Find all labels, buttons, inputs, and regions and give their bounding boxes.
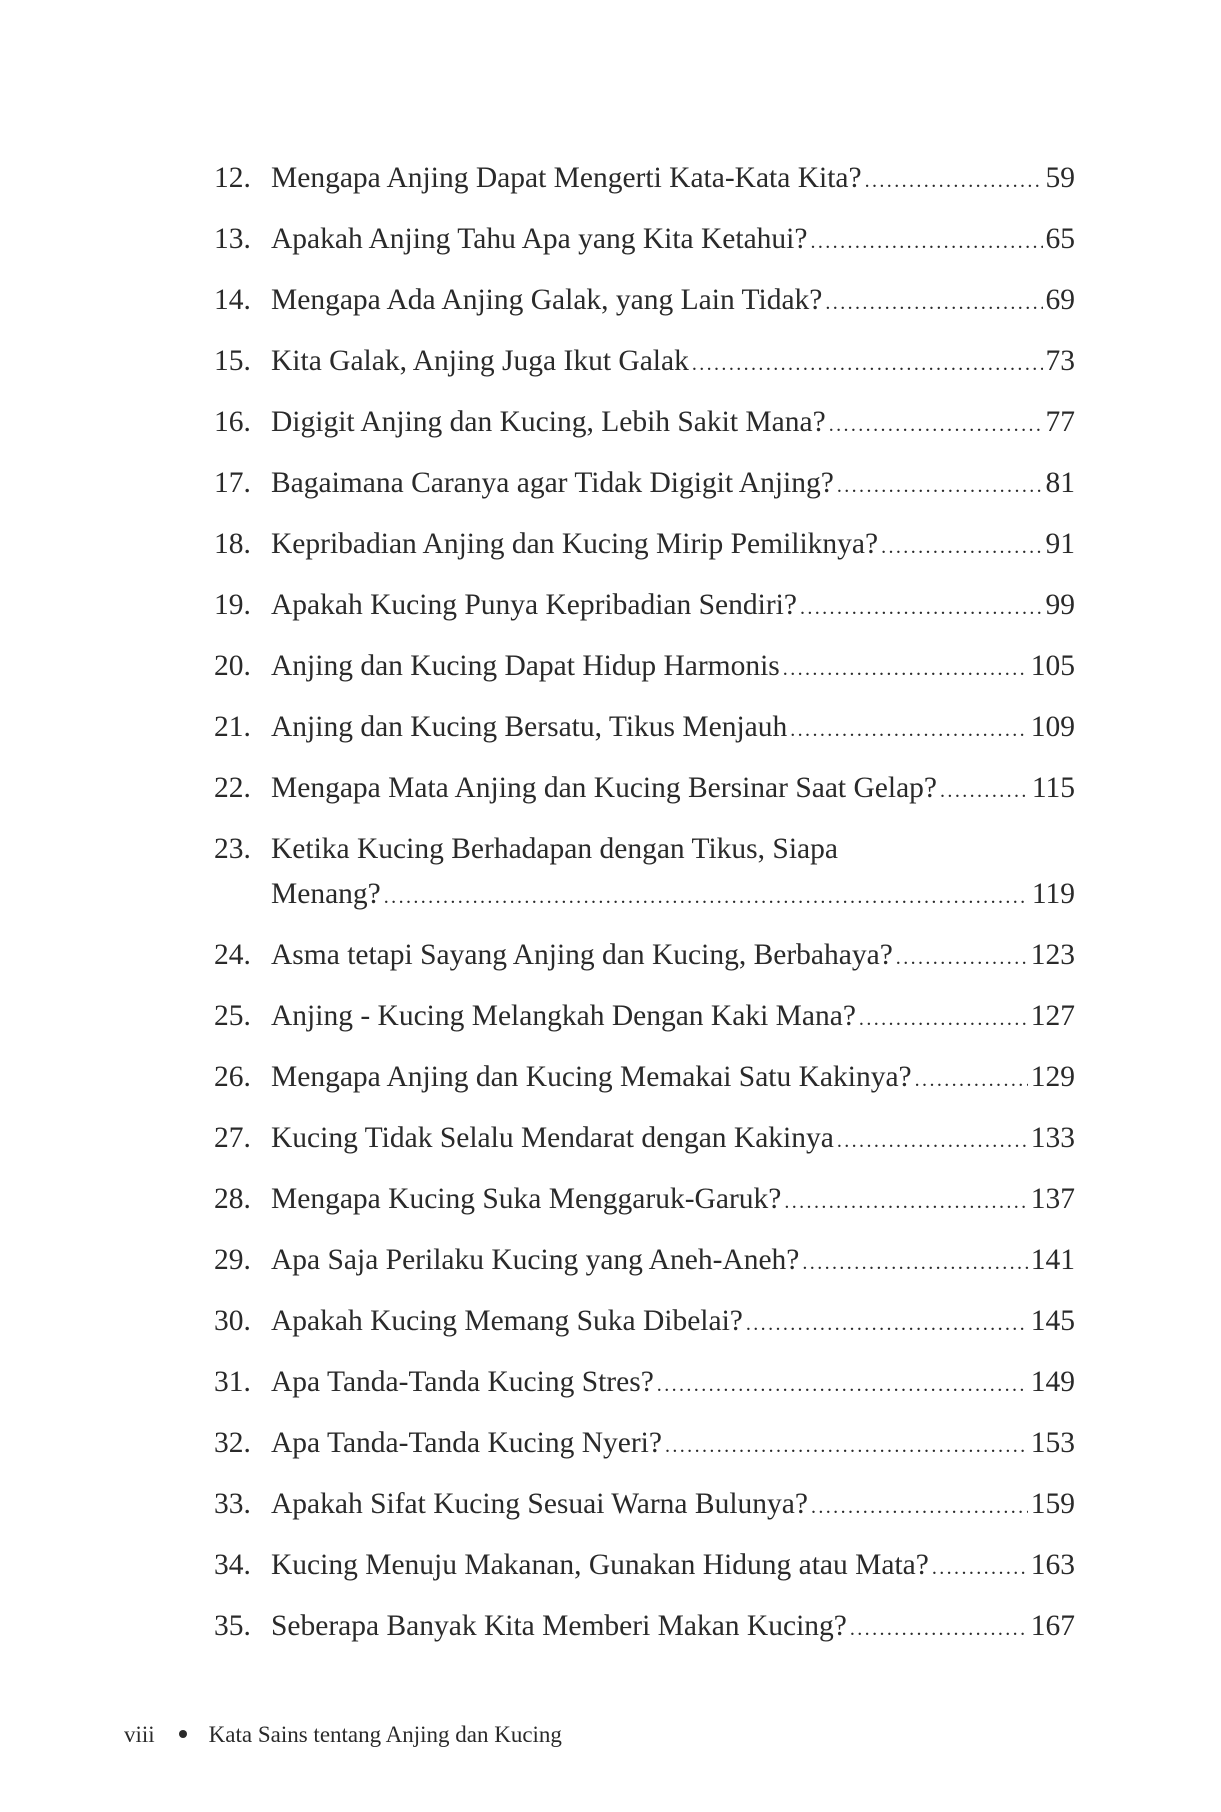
toc-entry-number: 21.	[214, 711, 251, 743]
toc-entry-title: Apakah Kucing Memang Suka Dibelai?	[271, 1305, 743, 1337]
toc-entry-line	[271, 986, 1075, 1047]
toc-entry-number: 20.	[214, 650, 251, 682]
toc-entry-line	[271, 270, 1075, 331]
toc-entry-title: Mengapa Kucing Suka Menggaruk-Garuk?	[271, 1183, 782, 1215]
toc-entry-page: 163	[1030, 1549, 1075, 1581]
toc-entry	[0, 1474, 1221, 1535]
toc-entry-number: 35.	[214, 1610, 251, 1642]
toc-entry-page: 141	[1030, 1244, 1075, 1276]
dot-leader	[665, 1416, 1028, 1477]
toc-entry-number: 12.	[214, 162, 251, 194]
toc-entry-line	[271, 1413, 1075, 1474]
toc-entry-line	[271, 864, 1075, 925]
dot-leader	[940, 761, 1029, 822]
toc-entry-page: 133	[1030, 1122, 1075, 1154]
toc-entry-title: Seberapa Banyak Kita Memberi Makan Kucing?	[271, 1610, 847, 1642]
toc-entry-line	[271, 925, 1075, 986]
toc-entry-page: 65	[1045, 223, 1075, 255]
dot-leader	[932, 1538, 1028, 1599]
toc-entry-line	[271, 209, 1075, 270]
dot-leader	[825, 273, 1042, 334]
toc-entry-line	[271, 148, 1075, 209]
toc-entry-line	[271, 1047, 1075, 1108]
dot-leader	[837, 1111, 1028, 1172]
dot-leader	[384, 867, 1029, 928]
toc-entry-number: 26.	[214, 1061, 251, 1093]
toc-entry-number: 27.	[214, 1122, 251, 1154]
toc-entry-page: 123	[1030, 939, 1075, 971]
dot-leader	[800, 578, 1043, 639]
toc-entry-title: Apakah Sifat Kucing Sesuai Warna Bulunya?	[271, 1488, 808, 1520]
toc-entry-title: Kepribadian Anjing dan Kucing Mirip Pemiliknya?	[271, 528, 879, 560]
toc-entry-page: 129	[1030, 1061, 1075, 1093]
toc-entry-page: 137	[1030, 1183, 1075, 1215]
toc-entry	[0, 1596, 1221, 1657]
toc-entry-number: 16.	[214, 406, 251, 438]
toc-entry-number: 25.	[214, 1000, 251, 1032]
toc-entry-line	[271, 1108, 1075, 1169]
toc-entry-title: Mengapa Anjing Dapat Mengerti Kata-Kata Kita?	[271, 162, 862, 194]
toc-entry-page: 153	[1030, 1427, 1075, 1459]
toc-entry-number: 13.	[214, 223, 251, 255]
toc-entry	[0, 209, 1221, 270]
toc-entry	[0, 819, 1221, 925]
toc-entry	[0, 453, 1221, 514]
toc-entry	[0, 1047, 1221, 1108]
toc-entry-number: 30.	[214, 1305, 251, 1337]
toc-entry	[0, 575, 1221, 636]
toc-entry-page: 77	[1045, 406, 1075, 438]
toc-entry-number: 29.	[214, 1244, 251, 1276]
toc-entry-page: 127	[1030, 1000, 1075, 1032]
dot-leader	[802, 1233, 1027, 1294]
toc-entry-line	[271, 575, 1075, 636]
dot-leader	[837, 456, 1043, 517]
toc-entry-page: 109	[1030, 711, 1075, 743]
dot-leader	[881, 517, 1042, 578]
toc-entry-page: 69	[1045, 284, 1075, 316]
toc-entry-title: Apa Saja Perilaku Kucing yang Aneh-Aneh?	[271, 1244, 800, 1276]
toc-entry-title: Apakah Kucing Punya Kepribadian Sendiri?	[271, 589, 797, 621]
toc-entry	[0, 1352, 1221, 1413]
toc-entry-title: Kita Galak, Anjing Juga Ikut Galak	[271, 345, 689, 377]
table-of-contents	[0, 148, 1221, 1657]
toc-entry-number: 23.	[214, 833, 251, 865]
dot-leader	[915, 1050, 1028, 1111]
dot-leader	[859, 989, 1028, 1050]
toc-entry	[0, 331, 1221, 392]
toc-entry-line	[271, 1474, 1075, 1535]
toc-entry-page: 81	[1045, 467, 1075, 499]
toc-entry-number: 15.	[214, 345, 251, 377]
page-number: viii	[124, 1722, 155, 1747]
toc-entry-number: 33.	[214, 1488, 251, 1520]
toc-entry-title: Apa Tanda-Tanda Kucing Stres?	[271, 1366, 654, 1398]
toc-entry	[0, 148, 1221, 209]
toc-entry-page: 99	[1045, 589, 1075, 621]
toc-entry	[0, 636, 1221, 697]
toc-entry-title: Anjing dan Kucing Bersatu, Tikus Menjauh	[271, 711, 788, 743]
toc-entry	[0, 1535, 1221, 1596]
toc-entry-title: Apakah Anjing Tahu Apa yang Kita Ketahui?	[271, 223, 808, 255]
toc-entry-line	[271, 1291, 1075, 1352]
toc-entry-line	[271, 331, 1075, 392]
toc-entry-page: 159	[1030, 1488, 1075, 1520]
toc-entry	[0, 1291, 1221, 1352]
dot-leader	[829, 395, 1043, 456]
dot-leader	[850, 1599, 1028, 1660]
toc-entry-title: Anjing - Kucing Melangkah Dengan Kaki Mana?	[271, 1000, 856, 1032]
toc-entry-number: 28.	[214, 1183, 251, 1215]
toc-entry-line	[271, 392, 1075, 453]
toc-entry-title: Mengapa Mata Anjing dan Kucing Bersinar Saat Gelap?	[271, 772, 938, 804]
toc-entry-page: 91	[1045, 528, 1075, 560]
dot-leader	[783, 639, 1028, 700]
toc-entry-line	[271, 1352, 1075, 1413]
toc-entry-number: 17.	[214, 467, 251, 499]
toc-entry-title: Menang?	[271, 878, 381, 910]
toc-entry	[0, 986, 1221, 1047]
toc-entry-page: 59	[1045, 162, 1075, 194]
toc-entry-title: Kucing Tidak Selalu Mendarat dengan Kakinya	[271, 1122, 834, 1154]
toc-entry	[0, 697, 1221, 758]
toc-entry	[0, 1413, 1221, 1474]
toc-entry-title-line1: Ketika Kucing Berhadapan dengan Tikus, Siapa	[271, 833, 838, 865]
dot-leader	[896, 928, 1028, 989]
dot-leader	[790, 700, 1028, 761]
running-title: Kata Sains tentang Anjing dan Kucing	[208, 1722, 562, 1747]
toc-entry-line	[271, 1535, 1075, 1596]
toc-entry-line	[271, 1230, 1075, 1291]
toc-entry-line	[271, 758, 1075, 819]
toc-entry-number: 34.	[214, 1549, 251, 1581]
toc-entry-title: Mengapa Ada Anjing Galak, yang Lain Tidak?	[271, 284, 823, 316]
dot-leader	[784, 1172, 1027, 1233]
toc-entry-title: Apa Tanda-Tanda Kucing Nyeri?	[271, 1427, 662, 1459]
toc-entry-page: 105	[1030, 650, 1075, 682]
toc-entry-page: 149	[1030, 1366, 1075, 1398]
toc-entry-page: 119	[1031, 878, 1075, 910]
toc-entry-number: 31.	[214, 1366, 251, 1398]
toc-entry	[0, 270, 1221, 331]
toc-entry	[0, 392, 1221, 453]
toc-entry-line	[271, 453, 1075, 514]
toc-entry-line	[271, 697, 1075, 758]
dot-leader	[657, 1355, 1028, 1416]
toc-entry-number: 18.	[214, 528, 251, 560]
dot-leader	[810, 212, 1042, 273]
toc-entry-page: 145	[1030, 1305, 1075, 1337]
toc-entry-line	[271, 514, 1075, 575]
toc-entry	[0, 1108, 1221, 1169]
toc-entry-number: 14.	[214, 284, 251, 316]
toc-entry	[0, 758, 1221, 819]
toc-entry-number: 24.	[214, 939, 251, 971]
toc-entry-title: Asma tetapi Sayang Anjing dan Kucing, Berbahaya?	[271, 939, 893, 971]
toc-entry	[0, 925, 1221, 986]
toc-entry-title: Anjing dan Kucing Dapat Hidup Harmonis	[271, 650, 780, 682]
toc-entry-title: Digigit Anjing dan Kucing, Lebih Sakit Mana?	[271, 406, 826, 438]
page-footer	[124, 1720, 562, 1750]
dot-leader	[692, 334, 1043, 395]
toc-entry-title: Bagaimana Caranya agar Tidak Digigit Anjing?	[271, 467, 834, 499]
toc-entry-number: 19.	[214, 589, 251, 621]
toc-entry	[0, 1230, 1221, 1291]
toc-entry-line	[271, 636, 1075, 697]
toc-entry-page: 167	[1030, 1610, 1075, 1642]
toc-entry-page: 115	[1031, 772, 1075, 804]
toc-entry-title: Mengapa Anjing dan Kucing Memakai Satu Kakinya?	[271, 1061, 912, 1093]
dot-leader	[811, 1477, 1028, 1538]
dot-leader	[746, 1294, 1028, 1355]
toc-entry-page: 73	[1045, 345, 1075, 377]
toc-entry	[0, 1169, 1221, 1230]
toc-entry-line	[271, 1169, 1075, 1230]
toc-entry-title: Kucing Menuju Makanan, Gunakan Hidung atau Mata?	[271, 1549, 929, 1581]
toc-entry-number: 22.	[214, 772, 251, 804]
toc-entry-number: 32.	[214, 1427, 251, 1459]
dot-leader	[865, 151, 1043, 212]
toc-entry-line	[271, 1596, 1075, 1657]
bullet-separator	[179, 1730, 187, 1738]
toc-entry	[0, 514, 1221, 575]
